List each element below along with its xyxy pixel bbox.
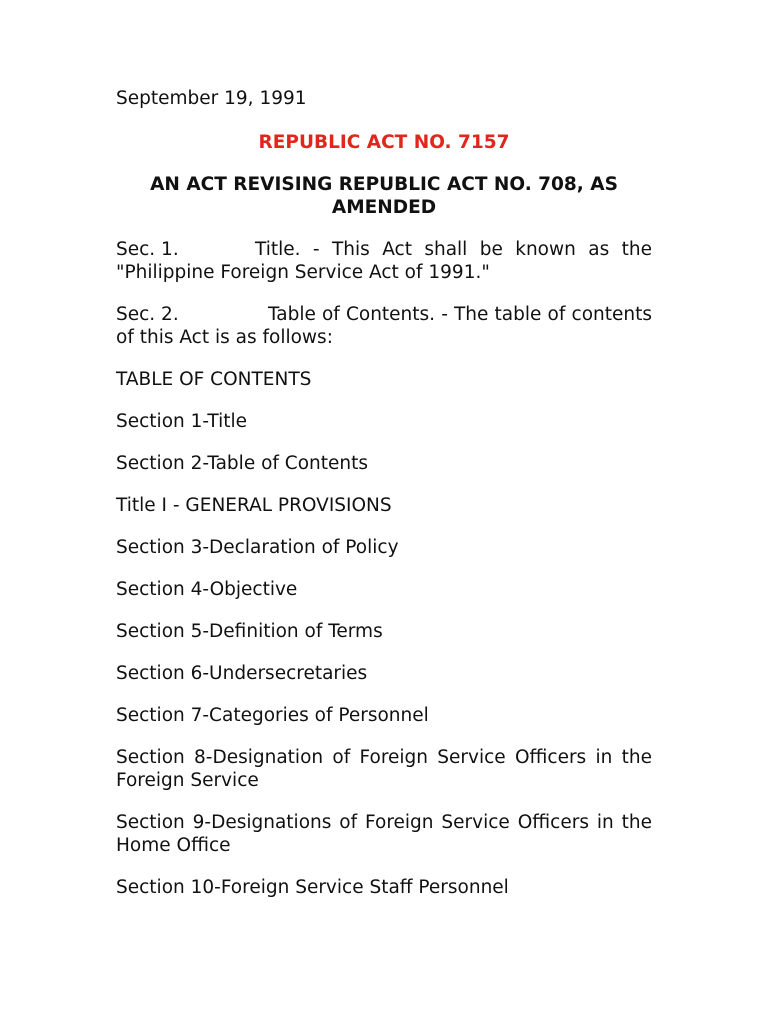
toc-list (116, 410, 652, 899)
toc-item: Section 5-Definition of Terms (116, 621, 383, 642)
section-1-paragraph (116, 238, 652, 284)
toc-item: Section 1-Title (116, 411, 248, 432)
document-page (116, 87, 652, 918)
section-2-number: Sec. 2. (116, 304, 179, 325)
toc-heading: TABLE OF CONTENTS (116, 369, 312, 390)
section-1-text: Title. - This Act shall be known as the "Philippine Foreign Service Act of 1991." (116, 239, 652, 283)
act-title-heading: AN ACT REVISING REPUBLIC ACT NO. 708, AS AMENDED (150, 174, 618, 218)
toc-item: Section 9-Designations of Foreign Service Officers in the Home Office (116, 812, 652, 856)
toc-item: Section 2-Table of Contents (116, 453, 369, 474)
toc-item: Section 8-Designation of Foreign Service Officers in the Foreign Service (116, 747, 652, 791)
toc-item: Section 7-Categories of Personnel (116, 705, 429, 726)
toc-item: Title I - GENERAL PROVISIONS (116, 495, 392, 516)
toc-item: Section 4-Objective (116, 579, 298, 600)
act-number-heading: REPUBLIC ACT NO. 7157 (258, 132, 510, 153)
toc-item: Section 3-Declaration of Policy (116, 537, 399, 558)
toc-item: Section 10-Foreign Service Staff Personnel (116, 877, 509, 898)
toc-item: Section 6-Undersecretaries (116, 663, 368, 684)
section-1-number: Sec. 1. (116, 239, 179, 260)
section-2-text: Table of Contents. - The table of contents of this Act is as follows: (116, 304, 652, 348)
document-date: September 19, 1991 (116, 88, 307, 109)
section-2-paragraph (116, 303, 652, 349)
